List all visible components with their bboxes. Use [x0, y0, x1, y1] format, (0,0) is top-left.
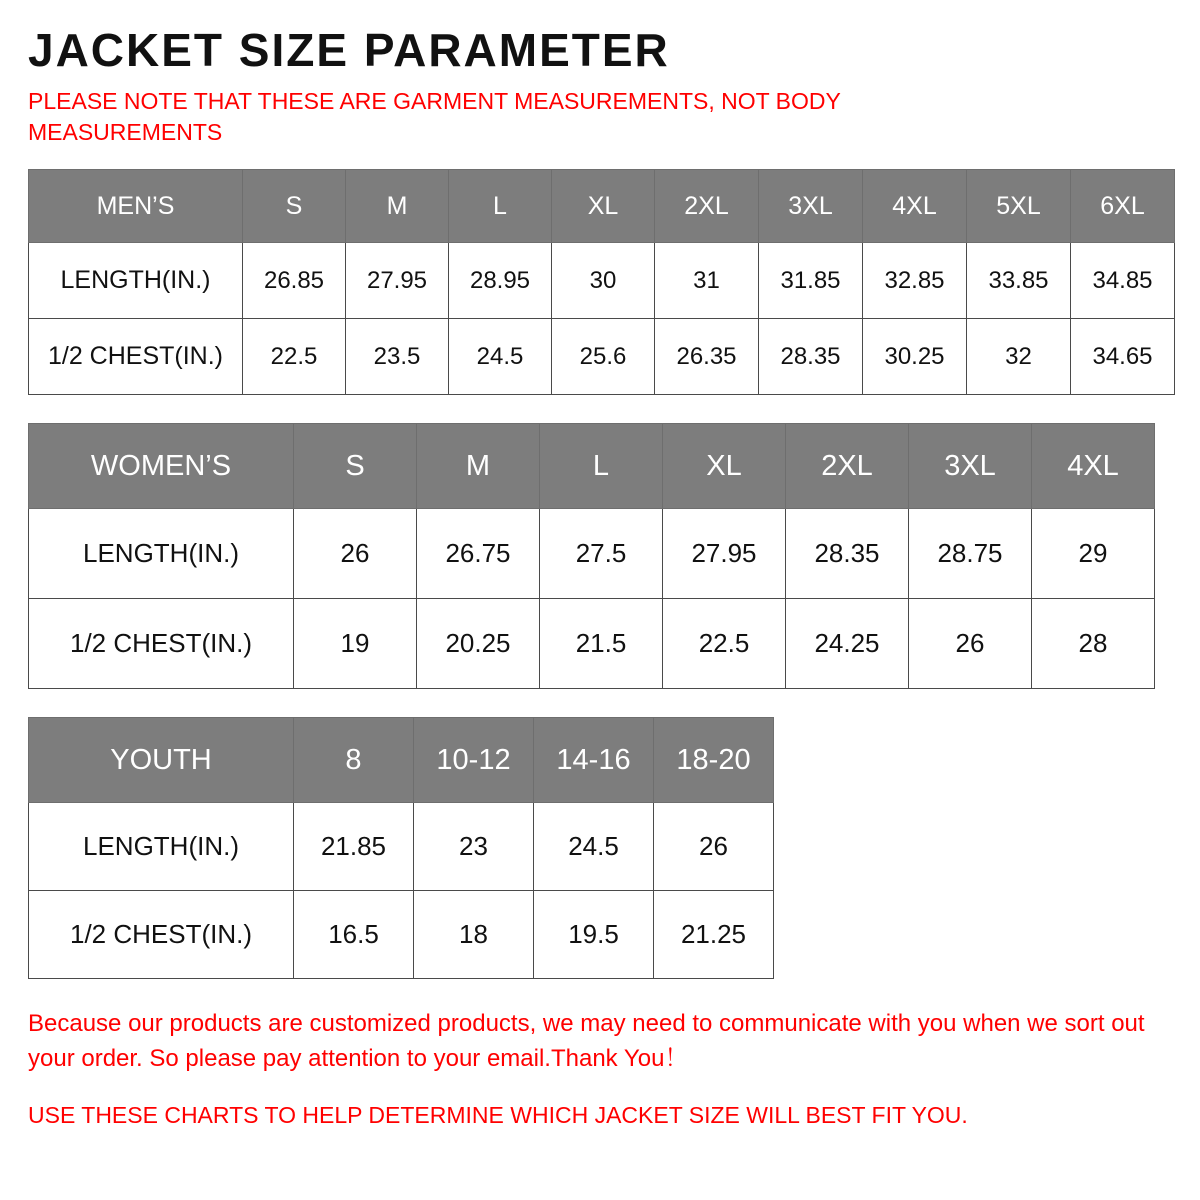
youth-cell: 18 [414, 891, 534, 979]
table-header-row [29, 718, 774, 803]
men-header-size: 6XL [1071, 170, 1175, 243]
men-header-size: XL [552, 170, 655, 243]
men-cell: 26.35 [655, 319, 759, 395]
men-cell: 28.35 [759, 319, 863, 395]
chart-usage-notice: USE THESE CHARTS TO HELP DETERMINE WHICH JACKET SIZE WILL BEST FIT YOU. [28, 1101, 968, 1128]
youth-header-size: 14-16 [534, 718, 654, 803]
women-cell: 20.25 [417, 599, 540, 689]
men-cell: 31.85 [759, 243, 863, 319]
men-cell: 33.85 [967, 243, 1071, 319]
women-cell: 24.25 [786, 599, 909, 689]
men-cell: 23.5 [346, 319, 449, 395]
table-row [29, 319, 1175, 395]
youth-cell: 26 [654, 803, 774, 891]
men-cell: 32 [967, 319, 1071, 395]
women-cell: 28.35 [786, 509, 909, 599]
women-header-size: S [294, 424, 417, 509]
women-cell: 29 [1032, 509, 1155, 599]
men-row-label: 1/2 CHEST(IN.) [29, 319, 243, 395]
table-row [29, 803, 774, 891]
women-cell: 19 [294, 599, 417, 689]
table-header-row [29, 170, 1175, 243]
men-cell: 30.25 [863, 319, 967, 395]
women-header-size: 2XL [786, 424, 909, 509]
women-header-size: 3XL [909, 424, 1032, 509]
youth-row-label: LENGTH(IN.) [29, 803, 294, 891]
men-cell: 32.85 [863, 243, 967, 319]
men-cell: 28.95 [449, 243, 552, 319]
men-cell: 22.5 [243, 319, 346, 395]
youth-size-table [28, 717, 774, 979]
women-cell: 27.5 [540, 509, 663, 599]
youth-header-label: YOUTH [29, 718, 294, 803]
women-header-size: L [540, 424, 663, 509]
youth-cell: 24.5 [534, 803, 654, 891]
table-row [29, 599, 1155, 689]
table-row [29, 243, 1175, 319]
mens-size-table [28, 169, 1175, 395]
men-cell: 34.85 [1071, 243, 1175, 319]
women-cell: 28.75 [909, 509, 1032, 599]
men-cell: 30 [552, 243, 655, 319]
men-cell: 31 [655, 243, 759, 319]
youth-header-size: 10-12 [414, 718, 534, 803]
women-row-label: 1/2 CHEST(IN.) [29, 599, 294, 689]
women-header-size: 4XL [1032, 424, 1155, 509]
women-cell: 26 [909, 599, 1032, 689]
table-row [29, 509, 1155, 599]
youth-cell: 19.5 [534, 891, 654, 979]
page-title: JACKET SIZE PARAMETER [28, 24, 670, 76]
men-header-size: L [449, 170, 552, 243]
youth-header-size: 18-20 [654, 718, 774, 803]
measurement-note: PLEASE NOTE THAT THESE ARE GARMENT MEASUREMENTS, NOT BODY MEASUREMENTS [28, 88, 841, 145]
men-header-size: S [243, 170, 346, 243]
women-cell: 27.95 [663, 509, 786, 599]
men-cell: 34.65 [1071, 319, 1175, 395]
womens-size-table [28, 423, 1155, 689]
youth-cell: 21.85 [294, 803, 414, 891]
men-header-label: MEN’S [29, 170, 243, 243]
men-header-size: 4XL [863, 170, 967, 243]
women-header-label: WOMEN’S [29, 424, 294, 509]
youth-row-label: 1/2 CHEST(IN.) [29, 891, 294, 979]
youth-cell: 23 [414, 803, 534, 891]
women-cell: 21.5 [540, 599, 663, 689]
women-cell: 28 [1032, 599, 1155, 689]
women-header-size: M [417, 424, 540, 509]
men-cell: 24.5 [449, 319, 552, 395]
men-cell: 25.6 [552, 319, 655, 395]
men-header-size: 5XL [967, 170, 1071, 243]
men-row-label: LENGTH(IN.) [29, 243, 243, 319]
women-cell: 26 [294, 509, 417, 599]
table-row [29, 891, 774, 979]
men-header-size: M [346, 170, 449, 243]
women-cell: 22.5 [663, 599, 786, 689]
women-cell: 26.75 [417, 509, 540, 599]
table-header-row [29, 424, 1155, 509]
men-header-size: 3XL [759, 170, 863, 243]
men-header-size: 2XL [655, 170, 759, 243]
youth-cell: 21.25 [654, 891, 774, 979]
women-header-size: XL [663, 424, 786, 509]
youth-cell: 16.5 [294, 891, 414, 979]
men-cell: 27.95 [346, 243, 449, 319]
youth-header-size: 8 [294, 718, 414, 803]
customization-notice: Because our products are customized products, we may need to communicate with you when we sort out your order. So please pay attention to your email.Thank You！ [28, 1010, 1145, 1072]
men-cell: 26.85 [243, 243, 346, 319]
women-row-label: LENGTH(IN.) [29, 509, 294, 599]
